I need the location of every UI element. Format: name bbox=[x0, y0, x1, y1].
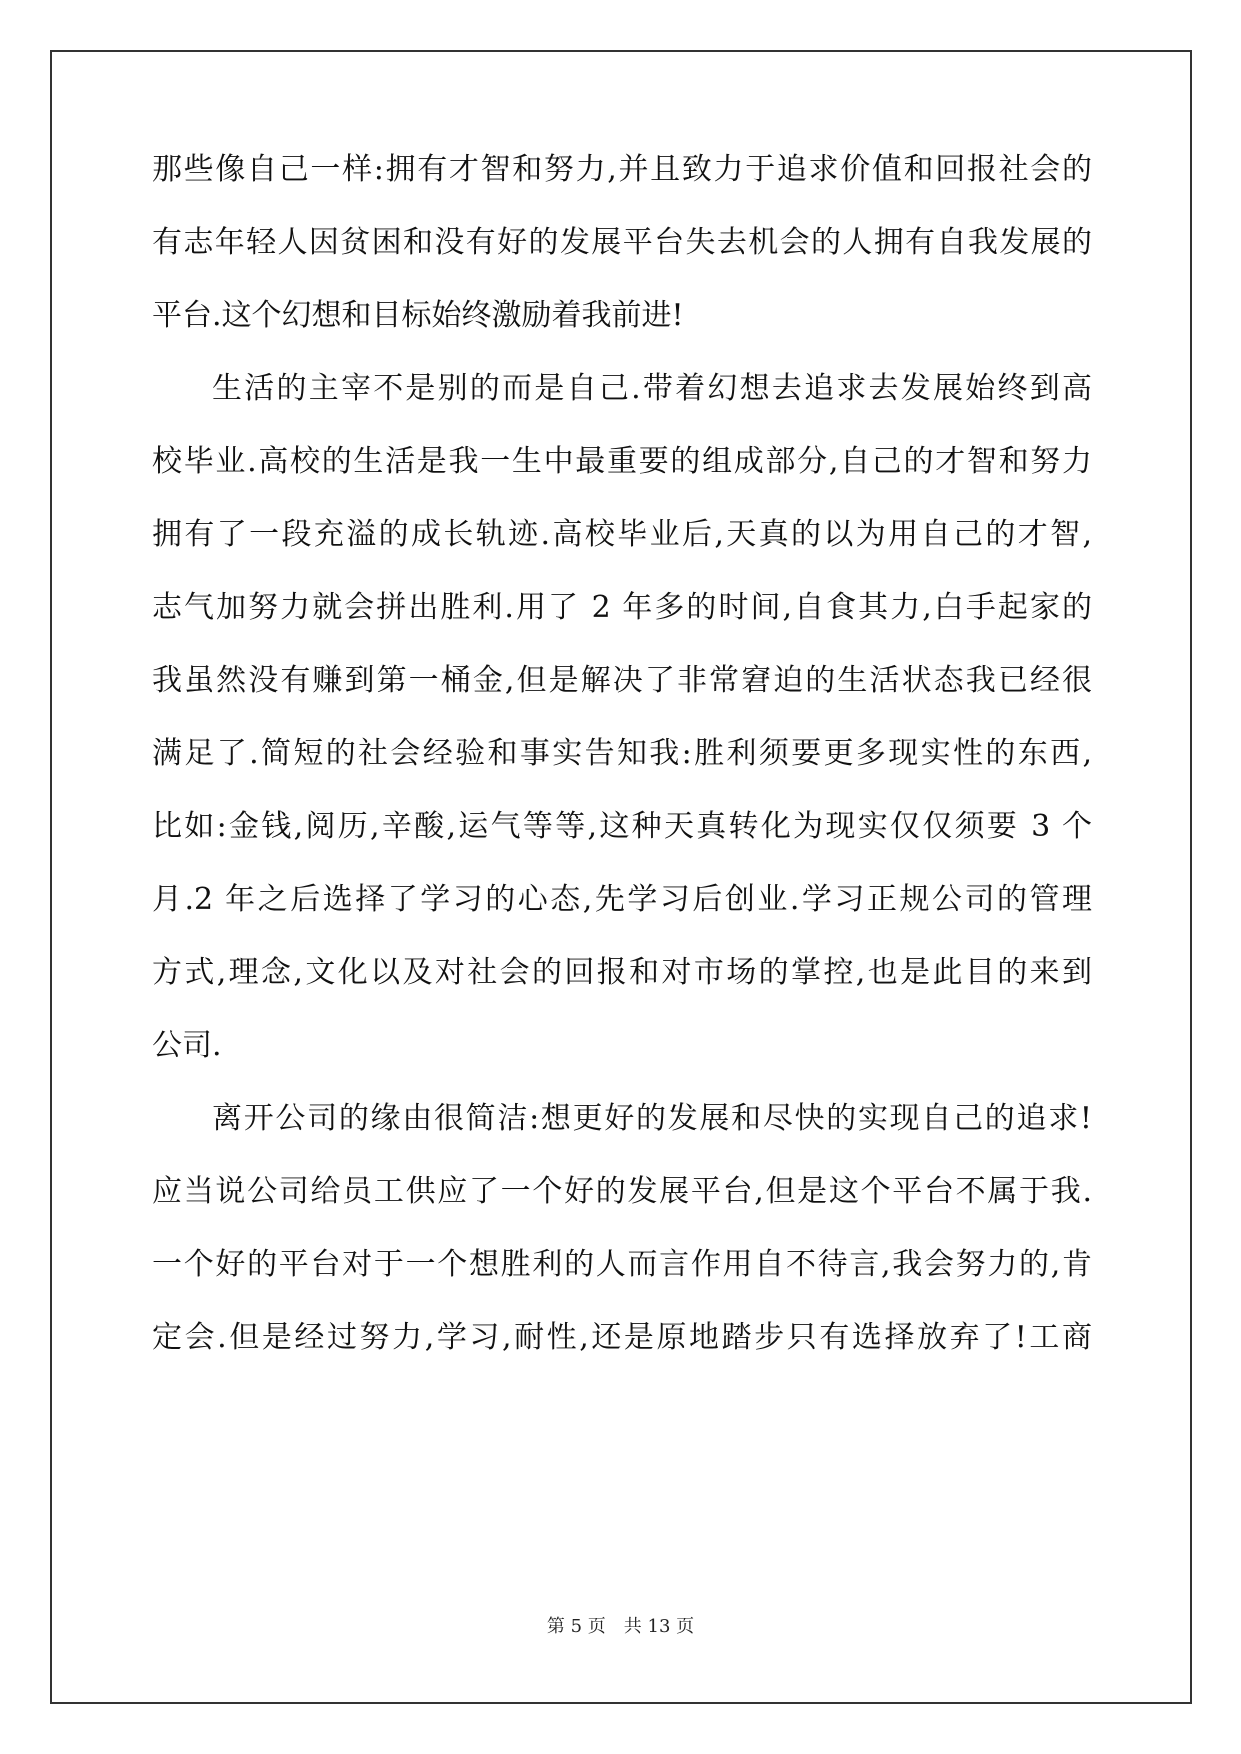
paragraph-line-12: 方式,理念,文化以及对社会的回报和对市场的掌控,也是此目的来到 bbox=[152, 955, 1092, 990]
paragraph-line-1: 那些像自己一样:拥有才智和努力,并且致力于追求价值和回报社会的 bbox=[152, 152, 1092, 187]
paragraph-line-8: 我虽然没有赚到第一桶金,但是解决了非常窘迫的生活状态我已经很 bbox=[152, 663, 1092, 698]
page-footer bbox=[0, 1615, 1241, 1639]
page-number: 第 5 页 bbox=[546, 1616, 606, 1637]
paragraph-line-17: 定会.但是经过努力,学习,耐性,还是原地踏步只有选择放弃了!工商 bbox=[152, 1320, 1092, 1355]
paragraph-line-11: 月.2 年之后选择了学习的心态,先学习后创业.学习正规公司的管理 bbox=[152, 882, 1092, 917]
paragraph-line-13: 公司. bbox=[152, 1028, 222, 1063]
paragraph-line-14: 离开公司的缘由很简洁:想更好的发展和尽快的实现自己的追求! bbox=[212, 1101, 1092, 1136]
paragraph-line-9: 满足了.简短的社会经验和事实告知我:胜利须要更多现实性的东西, bbox=[152, 736, 1092, 771]
paragraph-line-16: 一个好的平台对于一个想胜利的人而言作用自不待言,我会努力的,肯 bbox=[152, 1247, 1092, 1282]
paragraph-line-15: 应当说公司给员工供应了一个好的发展平台,但是这个平台不属于我. bbox=[152, 1174, 1092, 1209]
paragraph-line-3: 平台.这个幻想和目标始终激励着我前进! bbox=[152, 298, 684, 333]
paragraph-line-5: 校毕业.高校的生活是我一生中最重要的组成部分,自己的才智和努力 bbox=[152, 444, 1092, 479]
paragraph-line-4: 生活的主宰不是别的而是自己.带着幻想去追求去发展始终到高 bbox=[212, 371, 1092, 406]
paragraph-line-2: 有志年轻人因贫困和没有好的发展平台失去机会的人拥有自我发展的 bbox=[152, 225, 1092, 260]
paragraph-line-7: 志气加努力就会拼出胜利.用了 2 年多的时间,自食其力,白手起家的 bbox=[152, 590, 1092, 625]
paragraph-line-10: 比如:金钱,阅历,辛酸,运气等等,这种天真转化为现实仅仅须要 3 个 bbox=[152, 809, 1092, 844]
paragraph-line-6: 拥有了一段充溢的成长轨迹.高校毕业后,天真的以为用自己的才智, bbox=[152, 517, 1092, 552]
page-total: 共 13 页 bbox=[623, 1616, 695, 1637]
